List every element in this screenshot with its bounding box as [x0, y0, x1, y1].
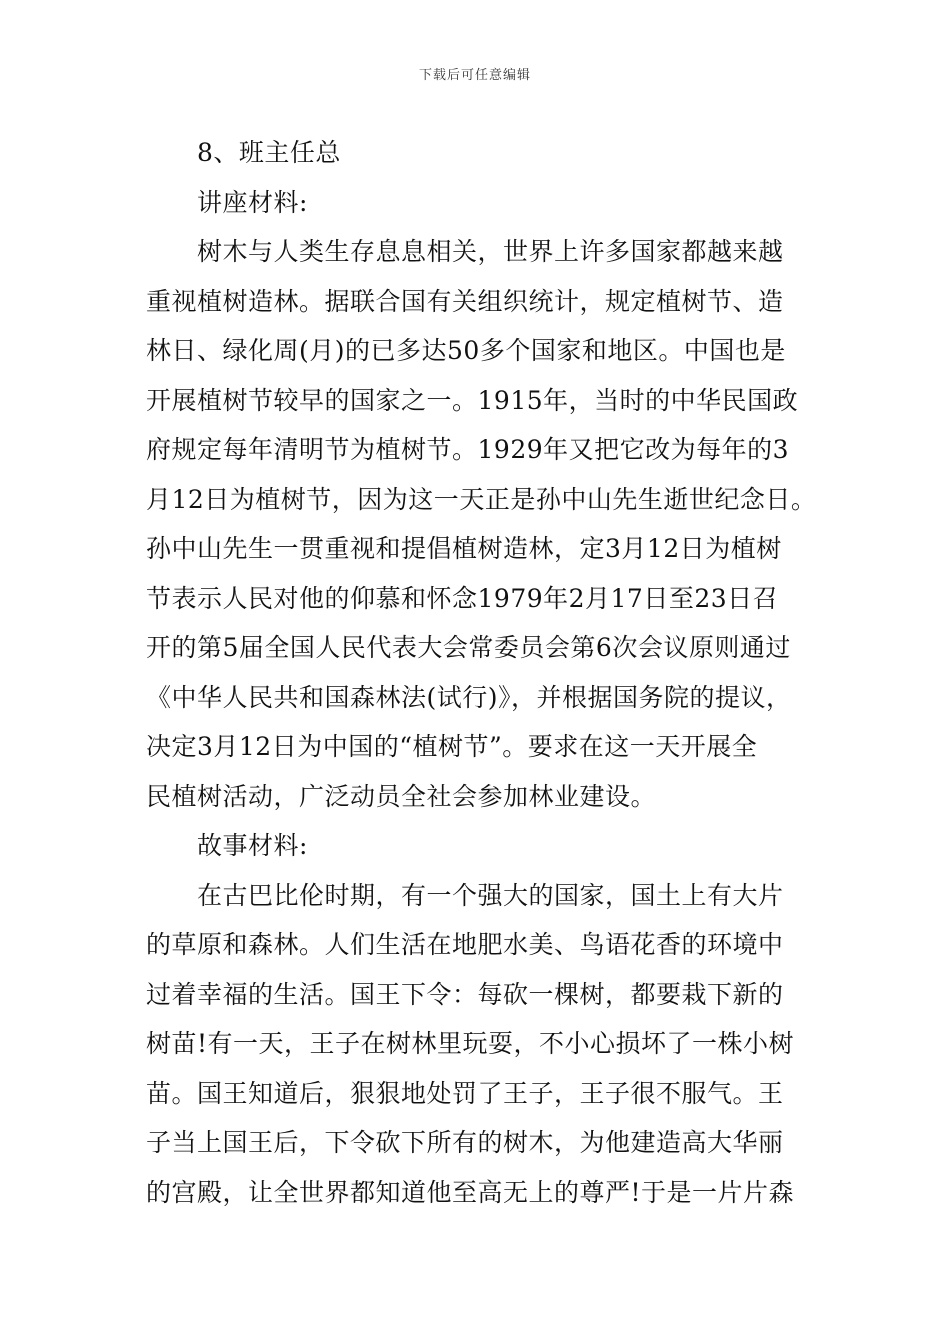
section-heading: 8、班主任总 [197, 138, 341, 167]
paragraph-line: 重视植树造林。据联合国有关组织统计，规定植树节、造 [146, 286, 784, 316]
lecture-paragraph [146, 227, 826, 821]
paragraph-line: 树木与人类生存息息相关，世界上许多国家都越来越 [197, 237, 784, 266]
story-label: 故事材料: [197, 831, 308, 860]
paragraph-line: 过着幸福的生活。国王下令：每砍一棵树，都要栽下新的 [146, 979, 784, 1009]
paragraph-line: 开的第5届全国人民代表大会常委员会第6次会议原则通过 [146, 633, 791, 662]
paragraph-line: 孙中山先生一贯重视和提倡植树造林，定3月12日为植树 [146, 534, 782, 563]
paragraph-line: 府规定每年清明节为植树节。1929年又把它改为每年的3 [146, 435, 790, 464]
page-header: 下载后可任意编辑 [418, 68, 531, 83]
paragraph-line: 开展植树节较早的国家之一。1915年，当时的中华民国政 [146, 385, 799, 415]
document-body [146, 128, 826, 1217]
paragraph-line: 苗。国王知道后，狠狠地处罚了王子，王子很不服气。王 [146, 1078, 784, 1108]
paragraph-line: 树苗!有一天，王子在树林里玩耍，不小心损坏了一株小树 [146, 1029, 795, 1058]
paragraph-line: 的宫殿，让全世界都知道他至高无上的尊严!于是一片片森 [146, 1177, 795, 1207]
paragraph-line: 的草原和森林。人们生活在地肥水美、鸟语花香的环境中 [146, 930, 784, 959]
paragraph-line: 民植树活动，广泛动员全社会参加林业建设。 [146, 781, 657, 811]
paragraph-line: 决定3月12日为中国的“植树节”。要求在这一天开展全 [146, 732, 758, 761]
paragraph-line: 子当上国王后，下令砍下所有的树木，为他建造高大华丽 [146, 1128, 784, 1157]
story-paragraph [146, 871, 826, 1218]
lecture-label: 讲座材料: [197, 187, 308, 217]
paragraph-line: 月12日为植树节，因为这一天正是孙中山先生逝世纪念日。 [146, 484, 817, 514]
paragraph-line: 在古巴比伦时期，有一个强大的国家，国土上有大片 [197, 880, 784, 910]
paragraph-line: 节表示人民对他的仰慕和怀念1979年2月17日至23日召 [146, 583, 779, 613]
paragraph-line: 《中华人民共和国森林法(试行)》，并根据国务院的提议， [146, 682, 792, 712]
paragraph-line: 林日、绿化周(月)的已多达50多个国家和地区。中国也是 [146, 336, 786, 365]
